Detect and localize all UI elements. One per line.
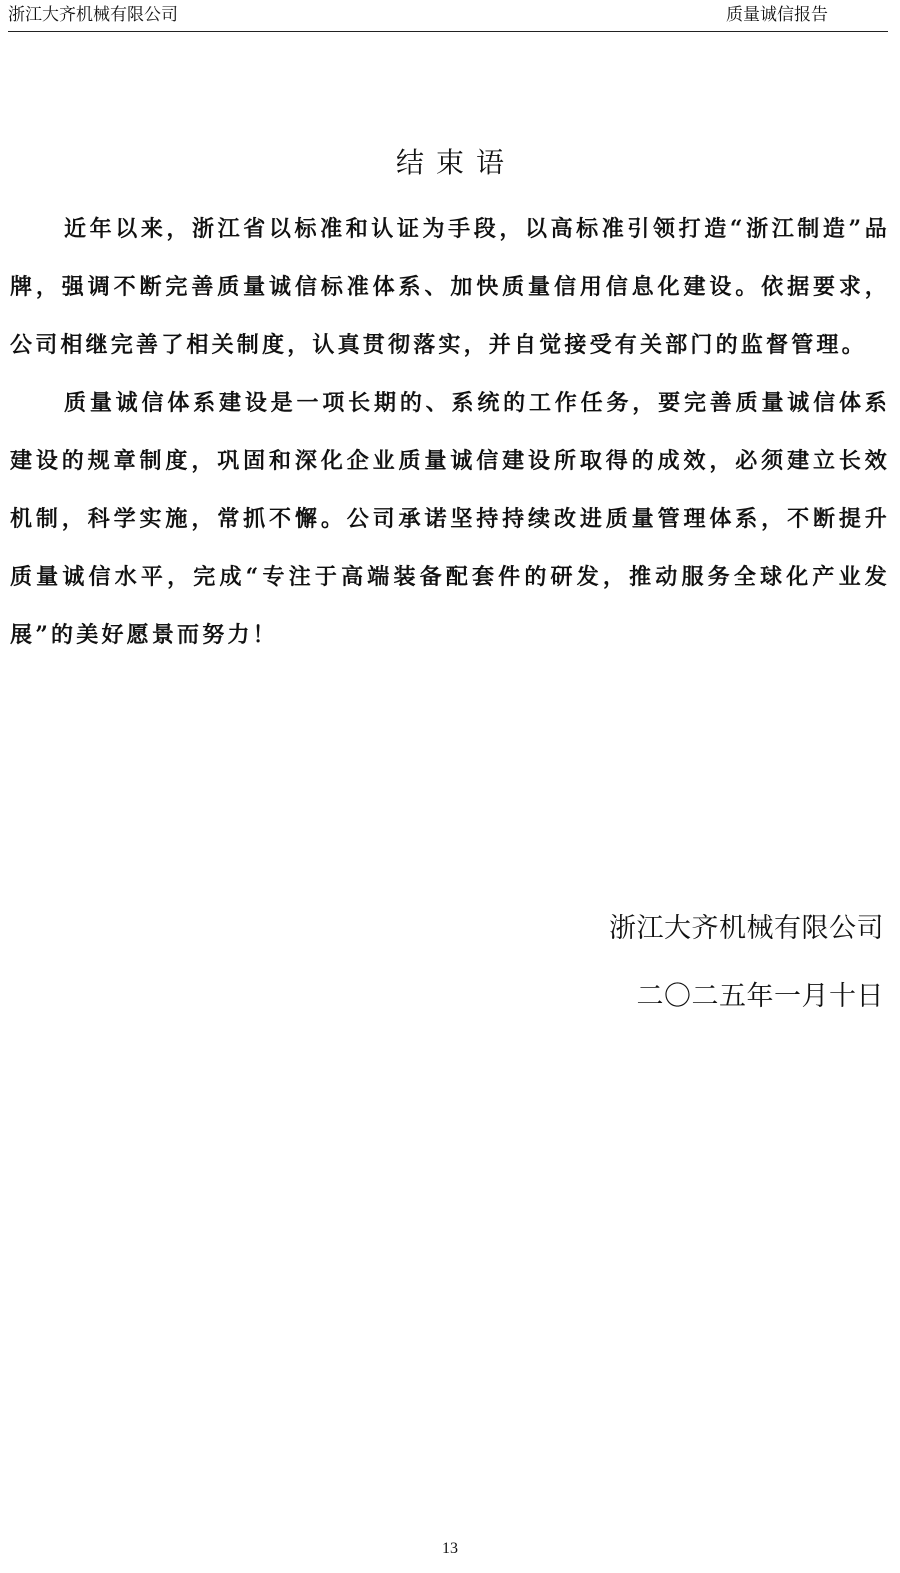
page-header: [8, 0, 888, 32]
page-number: 13: [442, 1540, 458, 1557]
paragraph-1: 近年以来，浙江省以标准和认证为手段，以高标准引领打造“浙江制造”品牌，强调不断完善质量诚信标准体系、加快质量信用信息化建设。依据要求，公司相继完善了相关制度，认真贯彻落实，并自觉接受有关部门的监督管理。: [10, 216, 890, 358]
body-text: [10, 200, 890, 664]
section-title: 结束语: [395, 145, 516, 179]
signature-block: [609, 895, 884, 1031]
signature-company: 浙江大齐机械有限公司: [609, 913, 884, 944]
paragraph-2: 质量诚信体系建设是一项长期的、系统的工作任务，要完善质量诚信体系建设的规章制度，巩固和深化企业质量诚信建设所取得的成效，必须建立长效机制，科学实施，常抓不懈。公司承诺坚持持续改进质量管理体系，不断提升质量诚信水平，完成“专注于高端装备配套件的研发，推动服务全球化产业发展”的美好愿景而努力！: [10, 390, 890, 648]
signature-date: 二〇二五年一月十日: [636, 981, 884, 1012]
header-report-title: 质量诚信报告: [726, 5, 828, 25]
header-company-name: 浙江大齐机械有限公司: [8, 5, 178, 25]
